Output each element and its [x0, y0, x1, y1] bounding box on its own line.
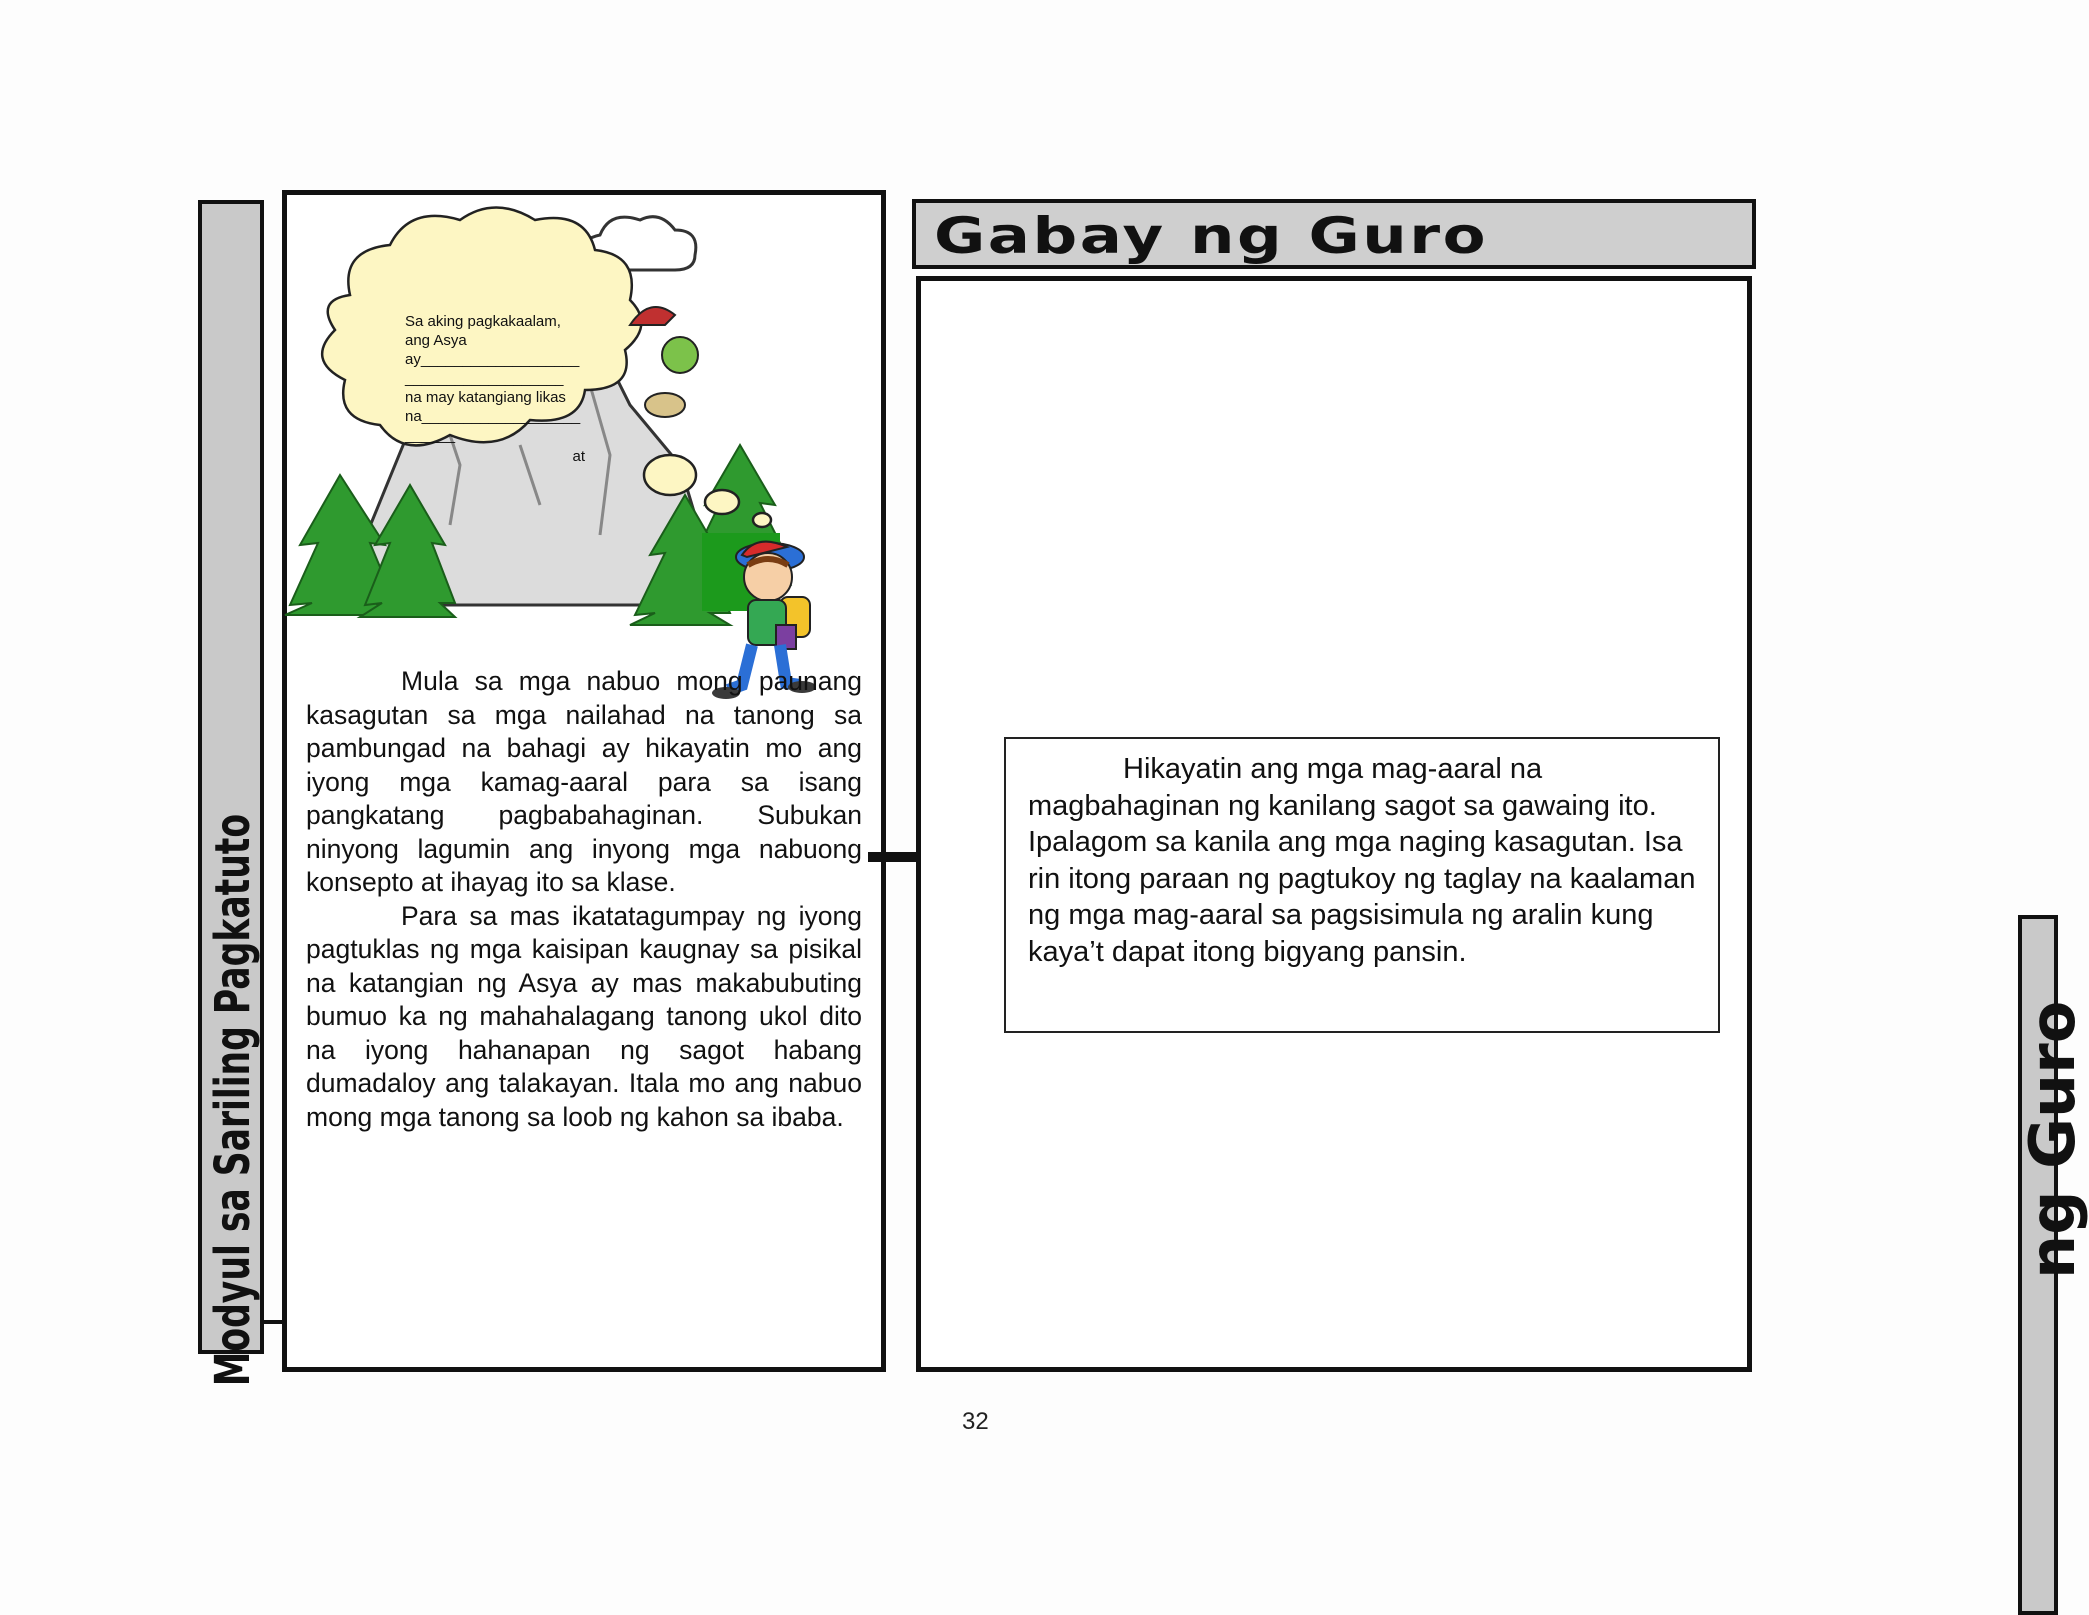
paragraph: Para sa mas ikatatagumpay ng iyong pagtuklas ng mga kaisipan kaugnay sa pisikal na katangian ng Asya ay mas makabubuting bumuo ka ng mahahalagang tanong ukol dito na iyong hahanapan ng sagot habang dumadaloy ang talakayan. Itala mo ang nabuo mong mga tanong sa loob ng kahon sa ibaba. — [306, 900, 862, 1132]
side-tab-label: Modyul sa Sariling Pagkatuto — [205, 813, 261, 1387]
teacher-guide-header — [912, 199, 1756, 269]
thought-line: ___________________ — [405, 370, 564, 387]
climber-icon — [630, 307, 698, 417]
thought-line: ang Asya — [405, 332, 467, 349]
thought-line: Sa aking pagkakaalam, — [405, 313, 561, 330]
side-tab — [198, 200, 264, 1387]
right-edge-tab-label: ng Guro — [2016, 1000, 2089, 1279]
left-body-text — [306, 665, 862, 1134]
page-number: 32 — [962, 1408, 989, 1435]
thought-line: ay___________________ — [405, 351, 580, 368]
thought-line: na___________________ — [405, 408, 581, 425]
paragraph: Mula sa mga nabuo mong paunang kasagutan sa mga nailahad na tanong sa pambungad na bahagi ay hikayatin mo ang iyong mga kamag-aaral para sa isang pangkatang pagbabahaginan. Subukan ninyong lagumin ang inyong mga nabuong konsepto at ihayag ito sa klase. — [306, 666, 862, 897]
teacher-note-text: Hikayatin ang mga mag-aaral na magbahaginan ng kanilang sagot sa gawaing ito. Ipalagom sa kanila ang mga naging kasagutan. Isa rin itong paraan ng pagtukoy ng taglay na kaalaman ng mga mag-aaral sa pagsisimula ng aralin kung kaya’t dapat itong bigyang pansin. — [1028, 753, 1696, 968]
teacher-guide-title: Gabay ng Guro — [934, 207, 1489, 265]
right-edge-tab — [2016, 915, 2089, 1615]
side-tab-connector — [262, 1320, 284, 1324]
thought-bubble-text — [405, 312, 595, 466]
thought-line: at — [572, 448, 585, 465]
teacher-note-box — [1004, 737, 1720, 1033]
thought-line: na may katangiang likas — [405, 389, 566, 406]
thought-line: ______ — [405, 427, 456, 444]
